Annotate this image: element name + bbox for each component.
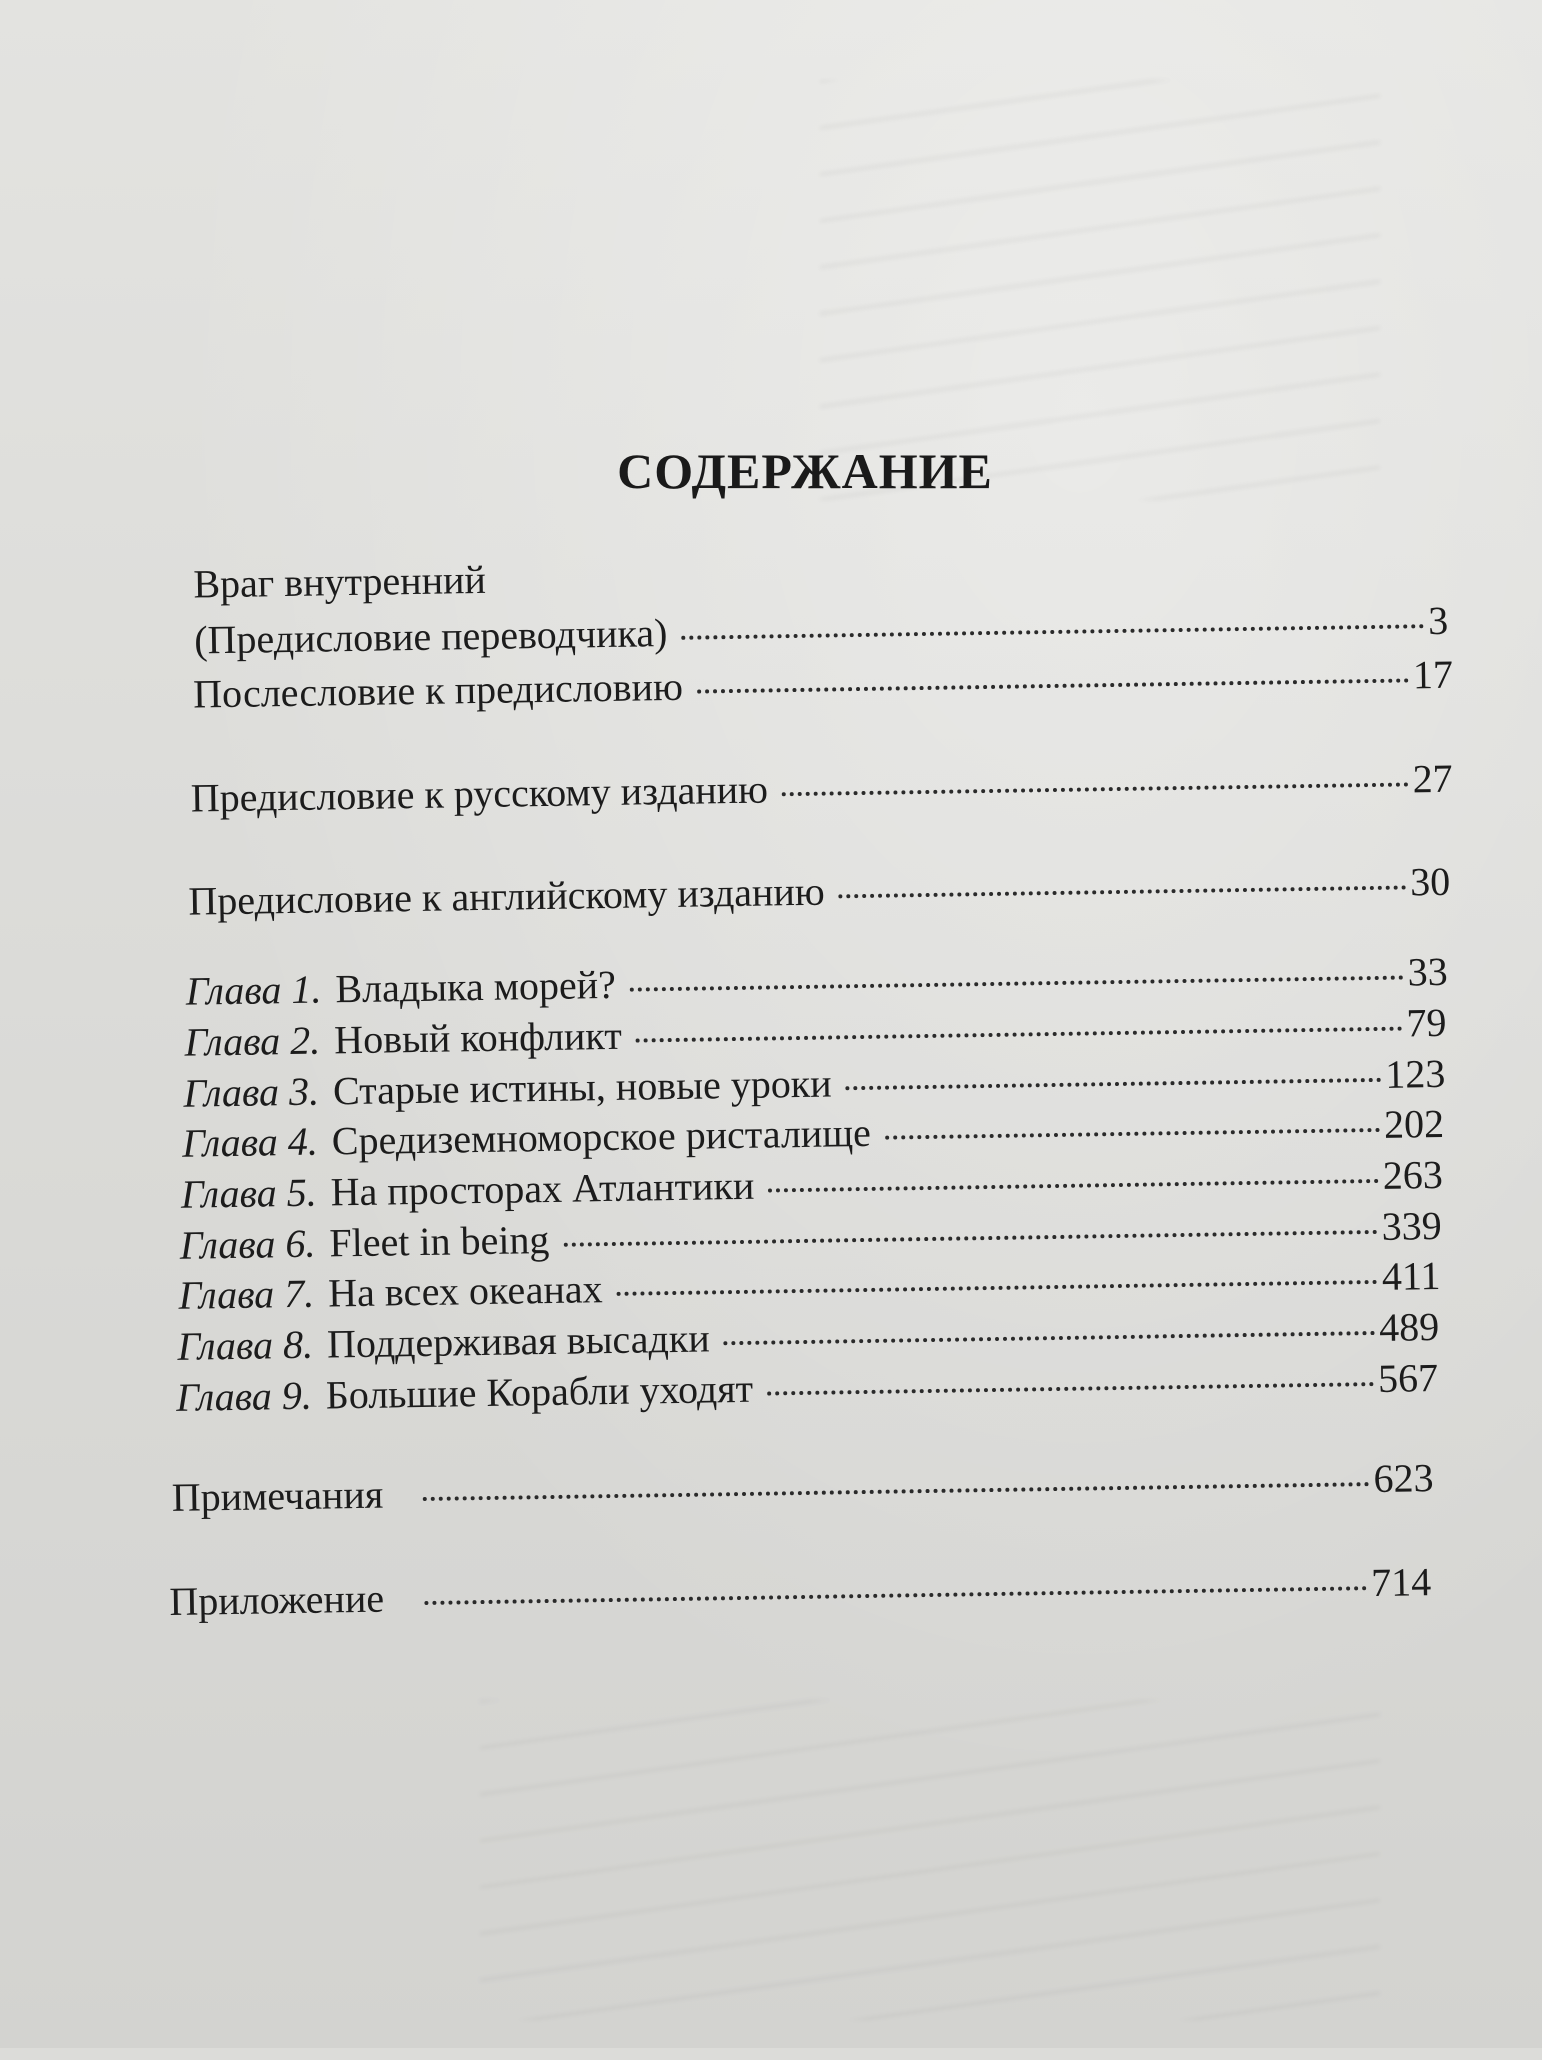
toc-entry-title: Fleet in being	[329, 1216, 550, 1266]
toc-entry-english-foreword	[188, 858, 1451, 924]
toc-page-number: 489	[1378, 1304, 1440, 1350]
toc-entry-chapter-4	[181, 1100, 1445, 1166]
toc-page-number: 339	[1381, 1202, 1442, 1249]
leader-dots	[630, 976, 1404, 992]
toc-page-number: 27	[1412, 755, 1453, 802]
toc-entry-chapter-3	[183, 1050, 1446, 1116]
toc-page-number: 79	[1406, 999, 1447, 1046]
leader-dots	[724, 1331, 1376, 1345]
toc-entry-title: Примечания	[171, 1471, 384, 1520]
leader-dots	[617, 1280, 1378, 1296]
toc-entry-chapter-6	[179, 1202, 1442, 1268]
toc-page-number: 33	[1407, 948, 1448, 995]
toc-entry-title: Средиземноморское ристалище	[331, 1109, 872, 1164]
toc-page-number: 623	[1373, 1455, 1434, 1502]
chapter-label: Глава 8.	[177, 1321, 314, 1369]
chapter-label: Глава 7.	[178, 1270, 315, 1318]
leader-dots	[767, 1382, 1374, 1396]
toc-entry-title: Предисловие к русскому изданию	[190, 766, 769, 821]
toc-page-number: 714	[1370, 1559, 1432, 1606]
leader-dots	[768, 1179, 1379, 1193]
toc-page-number: 411	[1381, 1252, 1441, 1299]
leader-dots	[563, 1230, 1377, 1247]
leader-dots	[782, 782, 1409, 796]
toc-entry-title: Большие Корабли уходят	[325, 1365, 754, 1418]
leader-dots	[839, 885, 1407, 898]
toc-page-number: 202	[1383, 1100, 1445, 1147]
toc-entry-chapter-5	[180, 1151, 1444, 1217]
toc-entry-chapter-7	[178, 1252, 1441, 1318]
leader-dots	[636, 1027, 1403, 1043]
toc-entry-chapter-2	[184, 999, 1447, 1065]
leader-dots	[424, 1586, 1367, 1605]
toc-entry-title: Послесловие к предисловию	[192, 663, 684, 717]
toc-entry-notes	[171, 1455, 1434, 1520]
leader-dots	[846, 1078, 1382, 1090]
toc-entry-afterword	[192, 651, 1454, 717]
toc-entry-title: Новый конфликт	[333, 1012, 623, 1063]
contents-heading: СОДЕРЖАНИЕ	[617, 443, 993, 499]
toc-entry-title: Владыка морей?	[335, 961, 617, 1012]
toc-page-number: 17	[1412, 651, 1454, 698]
toc-page-number: 567	[1377, 1355, 1439, 1401]
toc-page-number: 30	[1409, 858, 1451, 905]
chapter-label: Глава 1.	[185, 966, 322, 1014]
toc-entry-title: (Предисловие переводчика)	[193, 610, 668, 663]
toc-entry-title: Приложение	[169, 1575, 385, 1624]
chapter-label: Глава 9.	[175, 1372, 313, 1420]
toc-entry-title: Поддерживая высадки	[326, 1315, 711, 1367]
leader-dots	[697, 678, 1409, 693]
leader-dots	[681, 624, 1424, 640]
toc-page-number: 3	[1427, 597, 1449, 644]
leader-dots	[423, 1482, 1369, 1501]
toc-entry-chapter-8	[177, 1304, 1440, 1369]
chapter-label: Глава 6.	[179, 1220, 316, 1268]
toc-entry-title: На всех океанах	[327, 1266, 603, 1316]
toc-page-number: 263	[1382, 1151, 1444, 1198]
toc-entry-translator-foreword	[193, 597, 1449, 663]
chapter-label: Глава 3.	[183, 1068, 320, 1116]
toc-entry-chapter-1	[185, 948, 1448, 1014]
leader-dots	[885, 1128, 1380, 1140]
toc-entry-chapter-9	[175, 1355, 1439, 1420]
toc-entry-title: На просторах Атлантики	[330, 1162, 755, 1215]
chapter-label: Глава 2.	[184, 1017, 321, 1065]
toc-entry-appendix	[169, 1559, 1432, 1624]
toc-entry-translator-foreword-line1: Враг внутренний	[193, 556, 487, 607]
toc-entry-title: Предисловие к английскому изданию	[188, 868, 826, 924]
toc-entry-russian-foreword	[190, 755, 1453, 821]
toc-page-number: 123	[1384, 1050, 1446, 1097]
toc-entry-title: Старые истины, новые уроки	[332, 1060, 832, 1114]
chapter-label: Глава 5.	[180, 1169, 317, 1217]
chapter-label: Глава 4.	[181, 1118, 319, 1166]
